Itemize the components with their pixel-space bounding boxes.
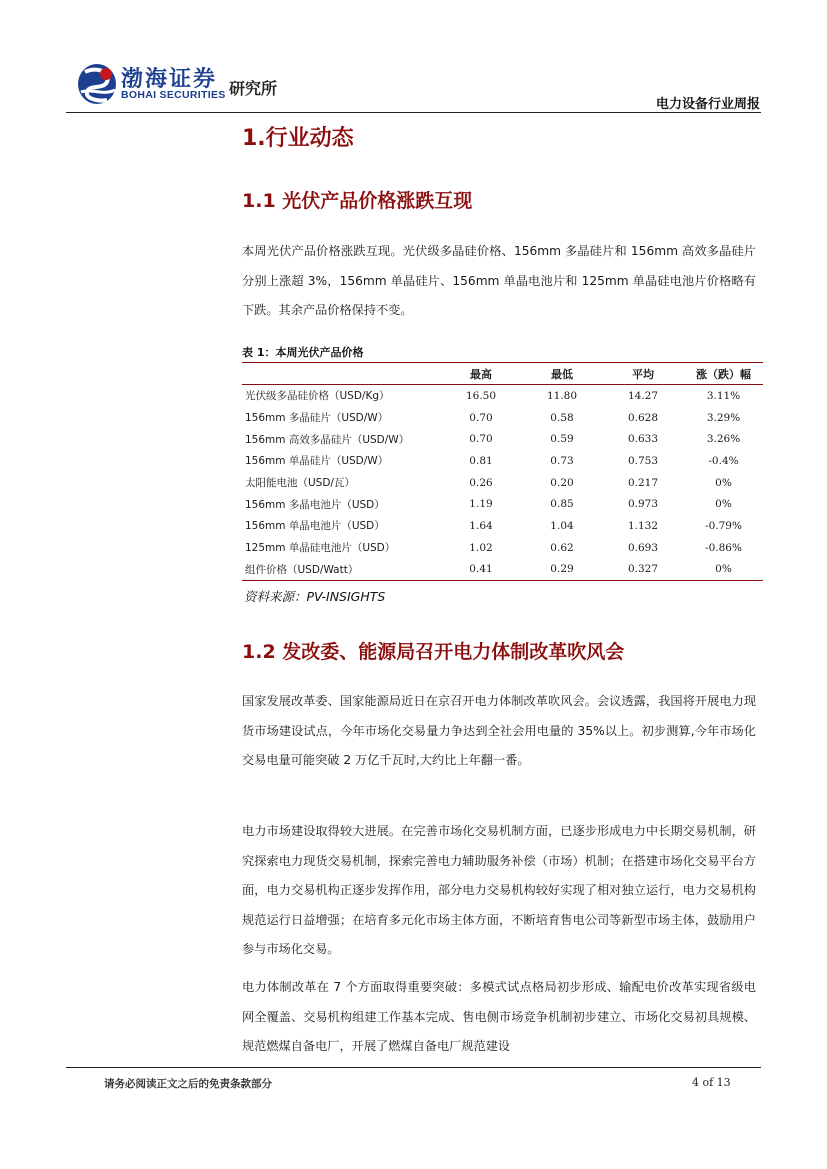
table-cell: 156mm 多晶硅片（USD/W） bbox=[245, 412, 389, 425]
table-row bbox=[242, 537, 763, 559]
table-cell: 0.85 bbox=[550, 498, 574, 511]
table-cell: 156mm 多晶电池片（USD） bbox=[245, 498, 385, 511]
table-row bbox=[242, 450, 763, 472]
table-cell: 0.62 bbox=[550, 541, 574, 554]
table-cell: 16.50 bbox=[465, 389, 497, 402]
table-cell: 0.59 bbox=[550, 433, 574, 446]
table-cell: 0.217 bbox=[627, 476, 659, 489]
table-cell: 156mm 单晶硅片（USD/W） bbox=[245, 455, 389, 468]
table-cell: 1.04 bbox=[550, 519, 574, 532]
table-cell: 1.02 bbox=[469, 541, 493, 554]
table-row bbox=[242, 493, 763, 515]
table-row bbox=[242, 428, 763, 450]
table-cell: 0% bbox=[715, 476, 732, 489]
table-cell: 光伏级多晶硅价格（USD/Kg） bbox=[245, 390, 390, 403]
brand-name-cn: 渤海证券 bbox=[121, 67, 218, 92]
header-divider bbox=[66, 112, 761, 113]
table-cell: 1.64 bbox=[469, 519, 493, 532]
paragraph-market-progress: 电力市场建设取得较大进展。在完善市场化交易机制方面，已逐步形成电力中长期交易机制，研究探索电力现货交易机制，探索完善电力辅助服务补偿（市场）机制；在搭建市场化交易平台方面，电力交易机构正逐步发挥作用，部分电力交易机构较好实现了相对独立运行，电力交易机构规范运行日益增强；在培育多元化市场主体方面，不断培育售电公司等新型市场主体，鼓励用户参与市场化交易。 bbox=[242, 824, 756, 956]
table-cell: 0% bbox=[715, 498, 732, 511]
paragraph-pv-prices: 本周光伏产品价格涨跌互现。光伏级多晶硅价格、156mm 多晶硅片和 156mm 高效多晶硅片分别上涨超 3%，156mm 单晶硅片、156mm 单晶电池片和 125mm 单晶硅电池片价格略有下跌。其余产品价格保持不变。 bbox=[242, 244, 756, 317]
table-header-cell bbox=[242, 363, 440, 385]
report-type: 电力设备行业周报 bbox=[655, 97, 760, 112]
table-cell: 组件价格（USD/Watt） bbox=[242, 559, 440, 581]
footer-divider bbox=[66, 1067, 761, 1068]
table-cell: 0.41 bbox=[440, 559, 522, 581]
table-cell: 0.753 bbox=[627, 454, 659, 467]
table-cell: 156mm 高效多晶硅片（USD/W） bbox=[245, 433, 410, 446]
table-cell: 14.27 bbox=[627, 389, 659, 402]
table-cell: 0.327 bbox=[602, 559, 684, 581]
table-header-cell: 最高 bbox=[440, 363, 522, 385]
table-cell: 0.628 bbox=[627, 411, 659, 424]
subsection-title-power-reform: 1.2 发改委、能源局召开电力体制改革吹风会 bbox=[242, 641, 625, 663]
bohai-logo-icon bbox=[77, 62, 117, 106]
table-cell: 0.70 bbox=[469, 433, 493, 446]
table-cell: -0.86% bbox=[705, 541, 742, 554]
table-source: 资料来源：PV-INSIGHTS bbox=[244, 589, 386, 604]
paragraph-reform-breakthroughs: 电力体制改革在 7 个方面取得重要突破：多模式试点格局初步形成、输配电价改革实现省级电网全覆盖、交易机构组建工作基本完成、售电侧市场竞争机制初步建立、市场化交易初具规模、规范燃煤自备电厂，开展了燃煤自备电厂规范建设 bbox=[242, 980, 756, 1053]
paragraph-reform-briefing: 国家发展改革委、国家能源局近日在京召开电力体制改革吹风会。会议透露，我国将开展电力现货市场建设试点，今年市场化交易量力争达到全社会用电量的 35%以上。初步测算,今年市场化交易电量可能突破 2 万亿千瓦时,大约比上年翻一番。 bbox=[242, 694, 756, 767]
table-row bbox=[242, 385, 763, 407]
table-cell: 1.132 bbox=[627, 519, 659, 532]
table-cell: 3.29% bbox=[706, 411, 741, 424]
table-cell: 0.633 bbox=[627, 433, 659, 446]
table-cell: 0.73 bbox=[550, 454, 574, 467]
table-header-cell: 平均 bbox=[602, 363, 684, 385]
table-row bbox=[242, 472, 763, 494]
table-title: 表 1：本周光伏产品价格 bbox=[242, 346, 364, 359]
table-cell: 0.26 bbox=[469, 476, 493, 489]
table-cell: 1.19 bbox=[469, 498, 493, 511]
table-cell: 125mm 单晶硅电池片（USD） bbox=[245, 542, 396, 555]
section-title-industry-news: 1.行业动态 bbox=[242, 126, 354, 151]
table-row bbox=[242, 559, 763, 581]
table-header-cell: 最低 bbox=[522, 363, 602, 385]
disclaimer-note: 请务必阅读正文之后的免责条款部分 bbox=[104, 1078, 272, 1090]
table-cell: 0.693 bbox=[627, 541, 659, 554]
table-cell: 156mm 单晶电池片（USD） bbox=[245, 520, 385, 533]
page-number: 4 of 13 bbox=[692, 1076, 731, 1089]
subsection-title-pv-prices: 1.1 光伏产品价格涨跌互现 bbox=[242, 190, 473, 212]
institute-label: 研究所 bbox=[229, 79, 278, 98]
brand-name-en: BOHAI SECURITIES bbox=[121, 89, 226, 101]
table-cell: -0.4% bbox=[708, 454, 739, 467]
table-cell: 3.11% bbox=[706, 389, 741, 402]
table-header-cell: 涨（跌）幅 bbox=[684, 363, 763, 385]
table-cell: 11.80 bbox=[546, 389, 578, 402]
table-cell: 0.29 bbox=[522, 559, 602, 581]
table-cell: 0% bbox=[684, 559, 763, 581]
table-cell: -0.79% bbox=[705, 519, 742, 532]
table-cell: 3.26% bbox=[706, 433, 741, 446]
table-cell: 太阳能电池（USD/瓦） bbox=[245, 477, 355, 490]
table-header-row bbox=[242, 363, 763, 385]
table-row bbox=[242, 407, 763, 429]
table-row bbox=[242, 515, 763, 537]
table-cell: 0.973 bbox=[627, 498, 659, 511]
table-cell: 0.81 bbox=[469, 454, 493, 467]
pv-price-table bbox=[242, 362, 763, 581]
table-cell: 0.20 bbox=[550, 476, 574, 489]
table-cell: 0.70 bbox=[469, 411, 493, 424]
table-cell: 0.58 bbox=[550, 411, 574, 424]
